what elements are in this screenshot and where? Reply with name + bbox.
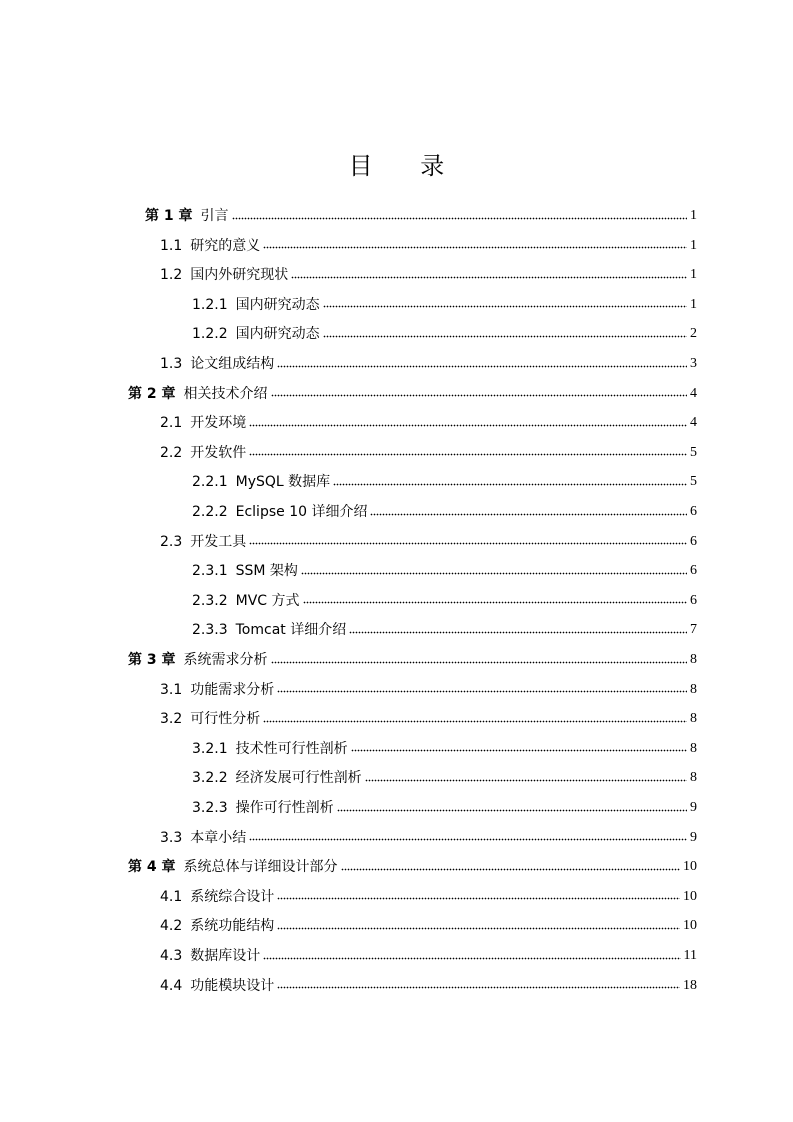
toc-entry-title: Eclipse 10 详细介绍 <box>235 504 368 520</box>
toc-entry-number: 1.2.1 <box>192 296 228 313</box>
toc-entry-title: 开发工具 <box>190 533 247 550</box>
toc-entry-title: 技术性可行性剖析 <box>235 740 348 757</box>
toc-entry-title: 国内研究动态 <box>235 326 320 343</box>
dot-leader <box>323 305 687 309</box>
toc-entry[interactable] <box>160 884 697 906</box>
toc-entry-page: 8 <box>690 681 697 697</box>
toc-entry-title: 功能需求分析 <box>190 681 275 698</box>
toc-entry-number: 第 2 章 <box>128 385 176 402</box>
toc-entry[interactable] <box>128 854 697 876</box>
toc-entry-number: 3.2.2 <box>192 770 228 787</box>
toc-entry[interactable] <box>160 973 697 995</box>
toc-entry-page: 6 <box>690 504 697 519</box>
toc-entry-number: 第 1 章 <box>145 208 193 224</box>
toc-entry-page: 8 <box>690 652 697 667</box>
dot-leader <box>249 542 687 546</box>
dot-leader <box>365 778 687 782</box>
toc-entry-number: 4.2 <box>160 918 183 935</box>
toc-entry-page: 1 <box>690 208 697 223</box>
toc-entry-page: 5 <box>690 474 697 490</box>
toc-entry-page: 10 <box>683 918 697 934</box>
toc-entry-page: 6 <box>690 592 697 608</box>
toc-entry[interactable] <box>160 825 697 847</box>
toc-entry-number: 2.2.1 <box>192 474 228 491</box>
toc-entry-title: 本章小结 <box>190 829 247 846</box>
toc-entry[interactable] <box>160 351 697 373</box>
toc-entry-number: 1.2 <box>160 267 183 284</box>
dot-leader <box>337 808 687 812</box>
toc-entry[interactable] <box>128 647 697 669</box>
toc-entry-number: 3.1 <box>160 681 183 698</box>
toc-entry[interactable] <box>160 410 697 432</box>
toc-entry-number: 1.2.2 <box>192 326 228 343</box>
toc-entry-title: 开发软件 <box>190 444 247 461</box>
toc-entry[interactable] <box>192 469 697 491</box>
toc-entry[interactable] <box>192 321 697 343</box>
toc-entry[interactable] <box>160 943 697 965</box>
dot-leader <box>349 630 687 634</box>
toc-entry-page: 8 <box>690 770 697 786</box>
dot-leader <box>277 926 680 930</box>
toc-entry-title: 相关技术介绍 <box>183 385 268 402</box>
toc-entry-title: MVC 方式 <box>235 592 300 609</box>
toc-entry-page: 4 <box>690 415 697 431</box>
toc-entry-page: 1 <box>690 296 697 312</box>
toc-entry[interactable] <box>160 677 697 699</box>
page-title: 目 录 <box>348 152 465 180</box>
toc-entry-page: 10 <box>683 859 697 875</box>
toc-entry-number: 3.2 <box>160 711 183 728</box>
toc-entry-title: 国内外研究现状 <box>190 267 289 284</box>
dot-leader <box>271 660 688 664</box>
toc-entry[interactable] <box>192 292 697 314</box>
toc-entry-page: 1 <box>690 237 697 253</box>
dot-leader <box>303 601 687 605</box>
toc-entry-number: 2.2 <box>160 444 183 461</box>
toc-entry-title: 功能模块设计 <box>190 977 275 994</box>
dot-leader <box>301 571 687 575</box>
toc-entry-page: 8 <box>690 711 697 727</box>
toc-entry-number: 2.3.1 <box>192 563 228 580</box>
toc-entry-page: 10 <box>683 888 697 904</box>
toc-entry-number: 4.3 <box>160 948 183 964</box>
toc-entry-page: 6 <box>690 563 697 579</box>
dot-leader <box>263 956 680 960</box>
toc-entry-page: 18 <box>683 977 697 993</box>
toc-entry-number: 3.3 <box>160 829 183 846</box>
toc-entry-number: 4.4 <box>160 977 183 994</box>
toc-entry-title: SSM 架构 <box>235 563 298 580</box>
toc-entry-title: 操作可行性剖析 <box>235 800 334 816</box>
toc-entry-title: 系统综合设计 <box>190 888 275 905</box>
toc-entry-number: 2.2.2 <box>192 504 228 520</box>
toc-entry-title: 论文组成结构 <box>190 356 275 372</box>
dot-leader <box>333 482 687 486</box>
toc-entry[interactable] <box>160 233 697 255</box>
toc-entry-number: 2.3.2 <box>192 592 228 609</box>
toc-entry-title: Tomcat 详细介绍 <box>235 622 347 639</box>
toc-entry-number: 第 4 章 <box>128 859 176 876</box>
dot-leader <box>291 275 687 279</box>
toc-entry[interactable] <box>192 736 697 758</box>
toc-entry[interactable] <box>192 795 697 817</box>
toc-entry-title: 经济发展可行性剖析 <box>235 770 362 787</box>
dot-leader <box>323 334 687 338</box>
toc-entry-number: 1.1 <box>160 237 183 254</box>
toc-entry-page: 6 <box>690 533 697 549</box>
toc-entry[interactable] <box>160 529 697 551</box>
dot-leader <box>277 690 687 694</box>
toc-entry[interactable] <box>160 262 697 284</box>
toc-entry-title: 可行性分析 <box>190 711 261 728</box>
toc-entry[interactable] <box>192 588 697 610</box>
toc-entry-number: 第 3 章 <box>128 652 176 668</box>
dot-leader <box>232 216 688 220</box>
toc-entry-number: 1.3 <box>160 356 183 372</box>
toc-entry-title: MySQL 数据库 <box>235 474 331 491</box>
toc-entry-page: 3 <box>690 356 697 371</box>
dot-leader <box>271 394 688 398</box>
toc-entry-page: 4 <box>690 385 697 401</box>
dot-leader <box>277 897 680 901</box>
toc-entry[interactable] <box>145 203 697 225</box>
toc-entry[interactable] <box>192 765 697 787</box>
toc-entry-title: 研究的意义 <box>190 237 261 254</box>
dot-leader <box>263 719 687 723</box>
toc-entry-title: 数据库设计 <box>190 948 261 964</box>
toc-entry-number: 2.3 <box>160 533 183 550</box>
toc-entry[interactable] <box>192 499 697 521</box>
toc-entry-title: 系统功能结构 <box>190 918 275 935</box>
dot-leader <box>263 246 687 250</box>
dot-leader <box>249 423 687 427</box>
dot-leader <box>370 512 687 516</box>
toc-entry-page: 5 <box>690 444 697 460</box>
toc-entry-page: 8 <box>690 740 697 756</box>
toc-entry-number: 2.1 <box>160 415 183 432</box>
toc-entry-title: 国内研究动态 <box>235 296 320 313</box>
toc-entry-title: 系统需求分析 <box>183 652 268 668</box>
toc-entry-title: 开发环境 <box>190 415 247 432</box>
dot-leader <box>249 453 687 457</box>
toc-entry-number: 4.1 <box>160 888 183 905</box>
toc-entry-page: 9 <box>690 829 697 845</box>
toc-entry-page: 11 <box>683 948 697 963</box>
toc-entry[interactable] <box>160 440 697 462</box>
toc-entry-page: 9 <box>690 800 697 815</box>
toc-entry-number: 3.2.3 <box>192 800 228 816</box>
toc-entry-page: 2 <box>690 326 697 342</box>
toc-entry-number: 2.3.3 <box>192 622 228 639</box>
toc-entry-title: 系统总体与详细设计部分 <box>183 859 338 876</box>
toc-entry[interactable] <box>160 706 697 728</box>
toc-entry[interactable] <box>128 381 697 403</box>
toc-entry-number: 3.2.1 <box>192 740 228 757</box>
dot-leader <box>277 986 680 990</box>
dot-leader <box>351 749 687 753</box>
toc-entry[interactable] <box>192 558 697 580</box>
toc-entry[interactable] <box>192 617 697 639</box>
dot-leader <box>249 838 687 842</box>
dot-leader <box>341 867 681 871</box>
dot-leader <box>277 364 687 368</box>
toc-entry-page: 1 <box>690 267 697 283</box>
toc-entry-title: 引言 <box>200 208 229 224</box>
toc-entry[interactable] <box>160 913 697 935</box>
toc-entry-page: 7 <box>690 622 697 638</box>
